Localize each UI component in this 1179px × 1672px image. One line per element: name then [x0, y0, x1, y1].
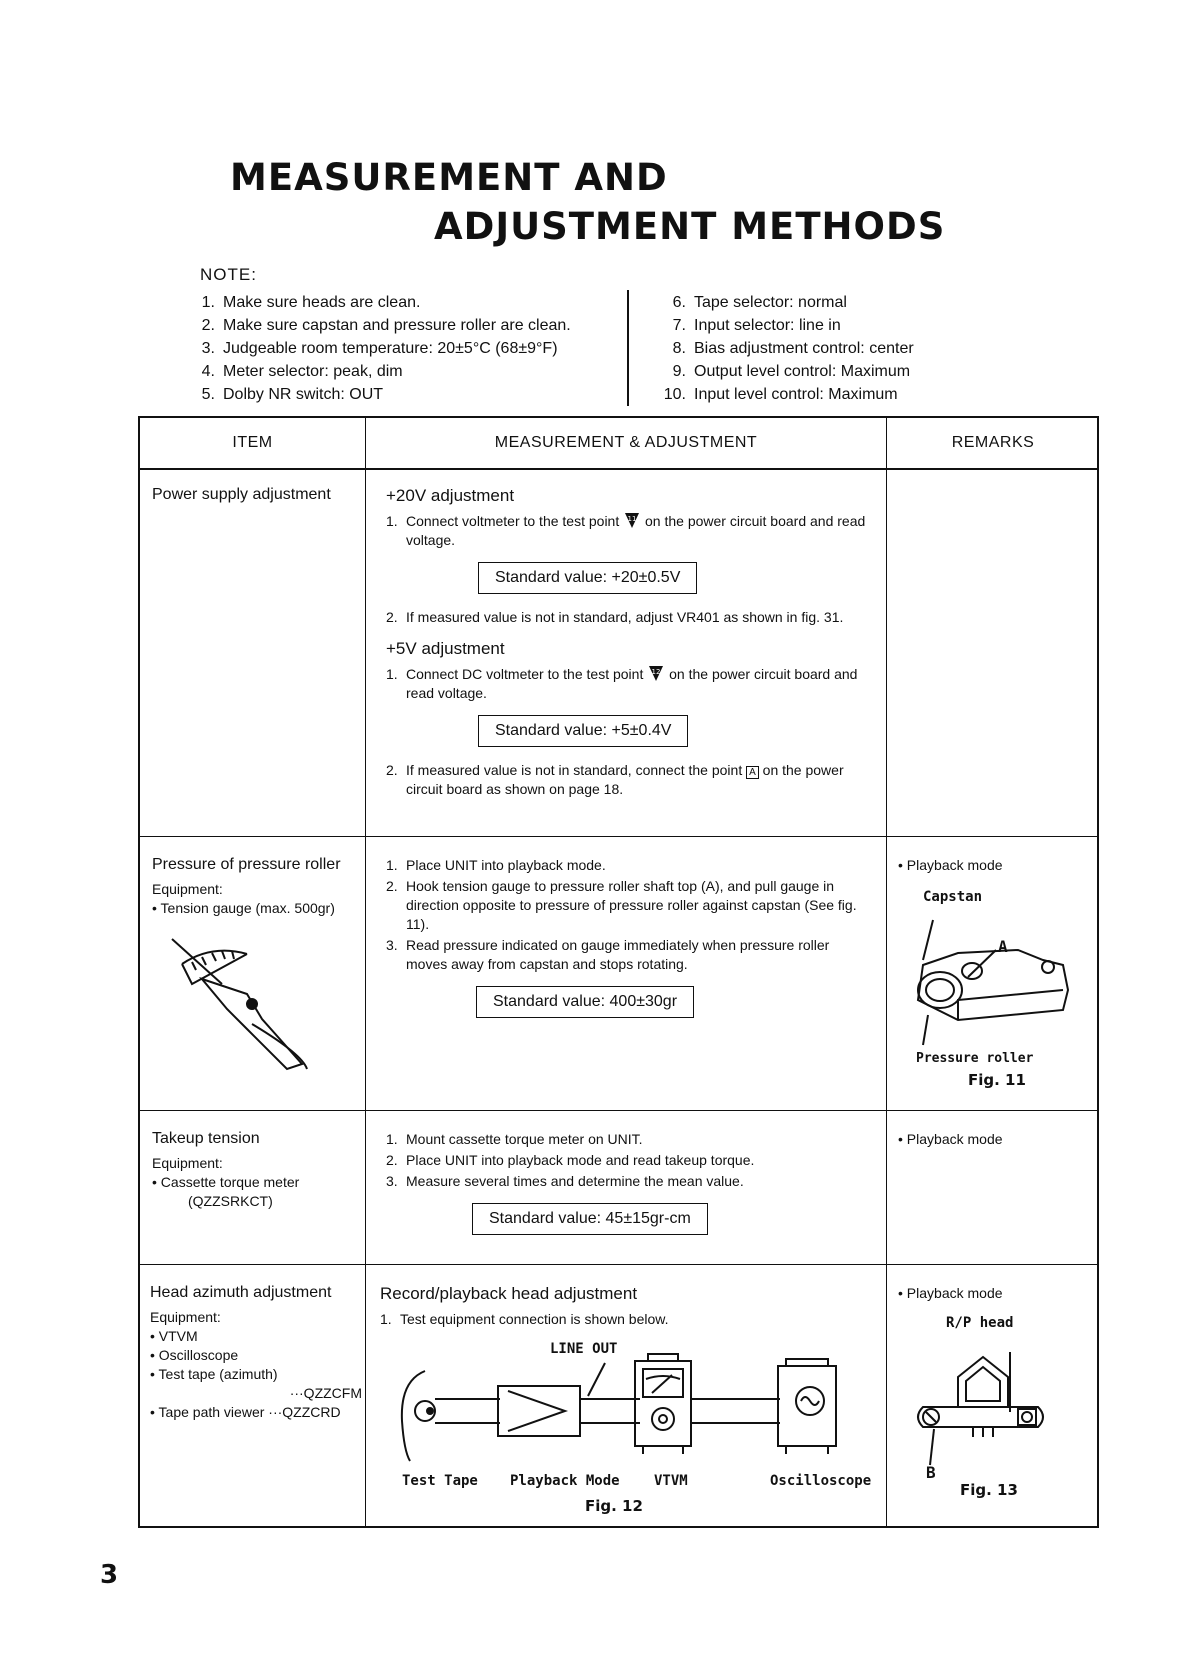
- column-divider: [886, 418, 887, 1526]
- standard-value-box: Standard value: +20±0.5V: [478, 562, 697, 594]
- row-divider: [140, 836, 1097, 837]
- item-title: Takeup tension: [152, 1130, 260, 1147]
- list-item: 1. Connect DC voltmeter to the test point 12 on the power circuit board and read voltage.: [386, 666, 858, 701]
- list-item: 5. Dolby NR switch: OUT: [201, 386, 384, 403]
- item-head-azimuth: [150, 1284, 362, 1422]
- column-divider: [365, 418, 366, 1526]
- row-divider: [140, 1264, 1097, 1265]
- list-item: 2. Hook tension gauge to pressure roller shaft top (A), and pull gauge in direction opposite to pressure of pressure roller against capstan (See fig. 11).: [386, 878, 857, 932]
- list-item: 2. Make sure capstan and pressure roller are clean.: [201, 317, 571, 334]
- rp-head-figure: [898, 1303, 1088, 1503]
- header-item: ITEM: [232, 434, 273, 451]
- list-item: 1. Test equipment connection is shown below.: [380, 1311, 669, 1327]
- adjustment-table: [138, 416, 1099, 1528]
- rp-head-illustration: [898, 1337, 1088, 1467]
- pressure-remarks: [898, 856, 1088, 1089]
- title-line-1: MEASUREMENT AND: [230, 156, 668, 199]
- capstan-figure: [898, 875, 1088, 1089]
- page-number: 3: [100, 1560, 119, 1590]
- row-divider: [140, 1110, 1097, 1111]
- header-remarks: REMARKS: [951, 434, 1035, 451]
- item-title: Power supply adjustment: [152, 486, 331, 503]
- v5-title: +5V adjustment: [386, 639, 505, 658]
- remark-text: • Playback mode: [898, 1284, 1088, 1303]
- list-item: 1. Mount cassette torque meter on UNIT.: [386, 1131, 643, 1147]
- point-a-box: A: [746, 766, 759, 779]
- label-capstan: Capstan: [923, 889, 983, 905]
- label-rp-head: R/P head: [946, 1315, 1014, 1331]
- label-playback-mode: Playback Mode: [510, 1473, 620, 1489]
- svg-text:11: 11: [627, 515, 637, 523]
- equipment-item: • Cassette torque meter: [152, 1173, 362, 1192]
- power-measurement: [386, 486, 866, 801]
- test-point-icon: [624, 512, 640, 529]
- list-item: 1. Connect voltmeter to the test point 11 on the power circuit board and read voltage.: [386, 513, 866, 548]
- notes-right: [660, 291, 914, 406]
- remark-text: • Playback mode: [898, 856, 1088, 875]
- list-item: 1. Make sure heads are clean.: [201, 294, 421, 311]
- note-label: NOTE:: [200, 265, 257, 284]
- item-pressure-roller: [152, 856, 362, 1078]
- test-point-icon: [648, 665, 664, 682]
- label-vtvm: VTVM: [654, 1473, 688, 1489]
- equipment-label: Equipment:: [152, 881, 223, 897]
- item-title: Pressure of pressure roller: [152, 856, 341, 873]
- list-item: 8. Bias adjustment control: center: [672, 340, 914, 357]
- fig-13-caption: Fig. 13: [960, 1481, 1018, 1499]
- connection-diagram: [380, 1331, 876, 1521]
- equipment-item: • Tape path viewer ···QZZCRD: [150, 1403, 362, 1422]
- equipment-label: Equipment:: [150, 1309, 221, 1325]
- label-pressure-roller: Pressure roller: [916, 1051, 1034, 1066]
- pressure-measurement: [386, 856, 866, 1032]
- standard-value-box: Standard value: 400±30gr: [476, 986, 694, 1018]
- svg-text:12: 12: [651, 668, 661, 676]
- equipment-item: • Test tape (azimuth): [150, 1365, 362, 1384]
- label-b: B: [926, 1463, 936, 1482]
- standard-value-box: Standard value: 45±15gr-cm: [472, 1203, 708, 1235]
- item-title: Head azimuth adjustment: [150, 1284, 332, 1301]
- list-item: 7. Input selector: line in: [672, 317, 841, 334]
- takeup-remarks: [898, 1130, 1088, 1149]
- rp-head-title: Record/playback head adjustment: [380, 1284, 638, 1303]
- fig-11-caption: Fig. 11: [968, 1071, 1026, 1089]
- azimuth-remarks: [898, 1284, 1088, 1503]
- tension-gauge-illustration: [152, 924, 332, 1074]
- label-a: A: [998, 937, 1008, 956]
- list-item: 9. Output level control: Maximum: [672, 363, 911, 380]
- header-measurement: MEASUREMENT & ADJUSTMENT: [494, 434, 758, 451]
- standard-value-box: Standard value: +5±0.4V: [478, 715, 688, 747]
- title-line-2: ADJUSTMENT METHODS: [434, 205, 946, 248]
- notes-left: [195, 291, 571, 406]
- note-divider: [627, 290, 629, 406]
- equipment-item: • VTVM: [150, 1327, 362, 1346]
- list-item: 3. Measure several times and determine the mean value.: [386, 1173, 744, 1189]
- connection-diagram-svg: [380, 1351, 876, 1481]
- list-item: 2. If measured value is not in standard, connect the point A on the power circuit board as shown on page 18.: [386, 762, 844, 797]
- fig-12-caption: Fig. 12: [585, 1497, 643, 1515]
- equipment-item: • Tension gauge (max. 500gr): [152, 899, 362, 918]
- list-item: 2. Place UNIT into playback mode and read takeup torque.: [386, 1152, 755, 1168]
- list-item: 3. Read pressure indicated on gauge immediately when pressure roller moves away from capstan and stops rotating.: [386, 937, 830, 972]
- takeup-measurement: [386, 1130, 866, 1249]
- item-power-supply: [152, 486, 357, 510]
- list-item: 4. Meter selector: peak, dim: [201, 363, 403, 380]
- remark-text: • Playback mode: [898, 1130, 1088, 1149]
- capstan-illustration: [898, 905, 1088, 1075]
- label-line-out: LINE OUT: [550, 1341, 618, 1357]
- header-divider: [140, 468, 1097, 470]
- equipment-label: Equipment:: [152, 1155, 223, 1171]
- azimuth-measurement: [380, 1284, 876, 1521]
- equipment-item: • Oscilloscope: [150, 1346, 362, 1365]
- tape-code: ···QZZCFM: [289, 1385, 362, 1401]
- list-item: 3. Judgeable room temperature: 20±5°C (68±9°F): [201, 340, 558, 357]
- equipment-code: (QZZSRKCT): [188, 1193, 273, 1209]
- label-test-tape: Test Tape: [402, 1473, 478, 1489]
- label-oscilloscope: Oscilloscope: [770, 1473, 872, 1489]
- item-takeup-tension: [152, 1130, 362, 1211]
- list-item: 1. Place UNIT into playback mode.: [386, 857, 606, 873]
- v20-title: +20V adjustment: [386, 486, 515, 505]
- list-item: 2. If measured value is not in standard, adjust VR401 as shown in fig. 31.: [386, 609, 844, 625]
- list-item: 6. Tape selector: normal: [672, 294, 847, 311]
- list-item: 10. Input level control: Maximum: [663, 386, 898, 403]
